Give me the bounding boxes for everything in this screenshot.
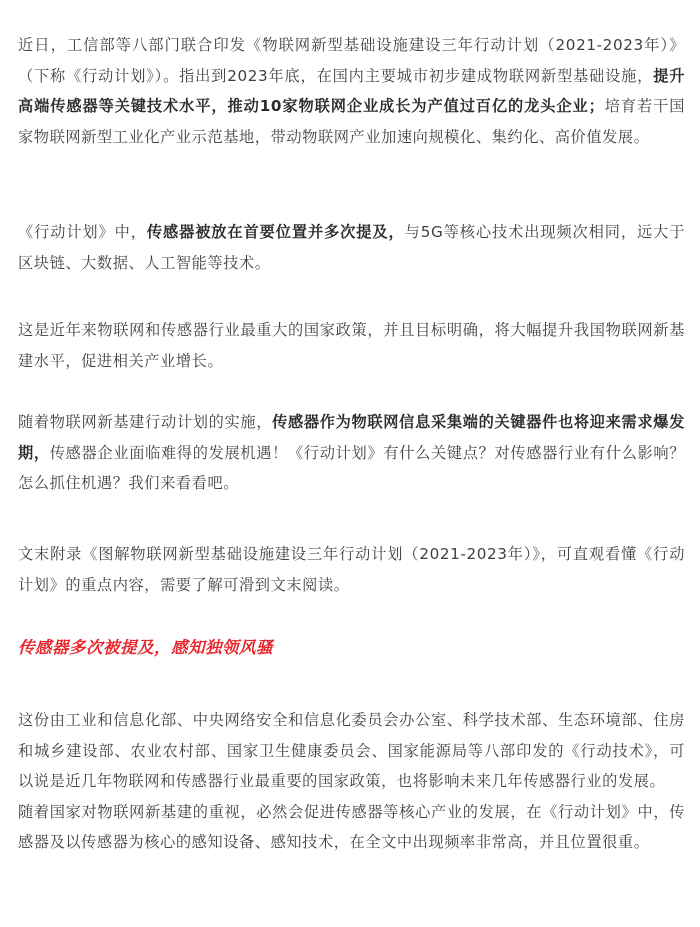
intro-text-2: 培育若干国家物联网新型工业化产业示范基地，带动物联网产业加速向规模化、集约化、高价值发展。 (18, 97, 686, 146)
appendix-note-paragraph (18, 539, 685, 600)
policy-paragraph (18, 315, 685, 376)
opportunity-text-2: 传感器企业面临难得的发展机遇！《行动计划》有什么关键点？对传感器行业有什么影响？怎么抓住机遇？我们来看看吧。 (18, 443, 686, 492)
section-body-text-2: 随着国家对物联网新基建的重视，必然会促进传感器等核心产业的发展，在《行动计划》中，传感器及以传感器为核心的感知设备、感知技术，在全文中出现频率非常高，并且位置很重。 (18, 802, 685, 851)
section-body-text-1: 这份由工业和信息化部、中央网络安全和信息化委员会办公室、科学技术部、生态环境部、住房和城乡建设部、农业农村部、国家卫生健康委员会、国家能源局等八部印发的《行动技术》，可以说是近几年物联网和传感器行业最重要的国家政策，也将影响未来几年传感器行业的发展。 (18, 711, 685, 790)
sensor-priority-text-1: 《行动计划》中， (18, 223, 147, 241)
opportunity-bold-text: 传感器作为物联网信息采集端的关键器件也将迎来需求爆发期， (18, 413, 685, 462)
sensor-priority-paragraph (18, 217, 685, 278)
sensor-priority-text-2: 与5G等核心技术出现频次相同，远大于区块链、大数据、人工智能等技术。 (18, 223, 685, 272)
appendix-note-text: 文末附录《图解物联网新型基础设施建设三年行动计划（2021-2023年）》，可直观看懂《行动计划》的重点内容，需要了解可滑到文末阅读。 (18, 545, 685, 594)
policy-text: 这是近年来物联网和传感器行业最重大的国家政策，并且目标明确，将大幅提升我国物联网新基建水平，促进相关产业增长。 (18, 321, 685, 370)
intro-bold-text: 提升高端传感器等关键技术水平，推动10家物联网企业成长为产值过百亿的龙头企业； (18, 66, 686, 115)
section-body-paragraph (18, 705, 685, 858)
opportunity-text-1: 随着物联网新基建行动计划的实施， (18, 413, 273, 431)
intro-text-1: 近日，工信部等八部门联合印发《物联网新型基础设施建设三年行动计划（2021-2023年）》（下称《行动计划》）。指出到2023年底，在国内主要城市初步建成物联网新型基础设施， (18, 36, 685, 85)
opportunity-paragraph (18, 407, 685, 499)
intro-paragraph (18, 30, 685, 152)
section-heading: 传感器多次被提及，感知独领风骚 (18, 638, 273, 657)
sensor-priority-bold-text: 传感器被放在首要位置并多次提及， (146, 223, 405, 241)
